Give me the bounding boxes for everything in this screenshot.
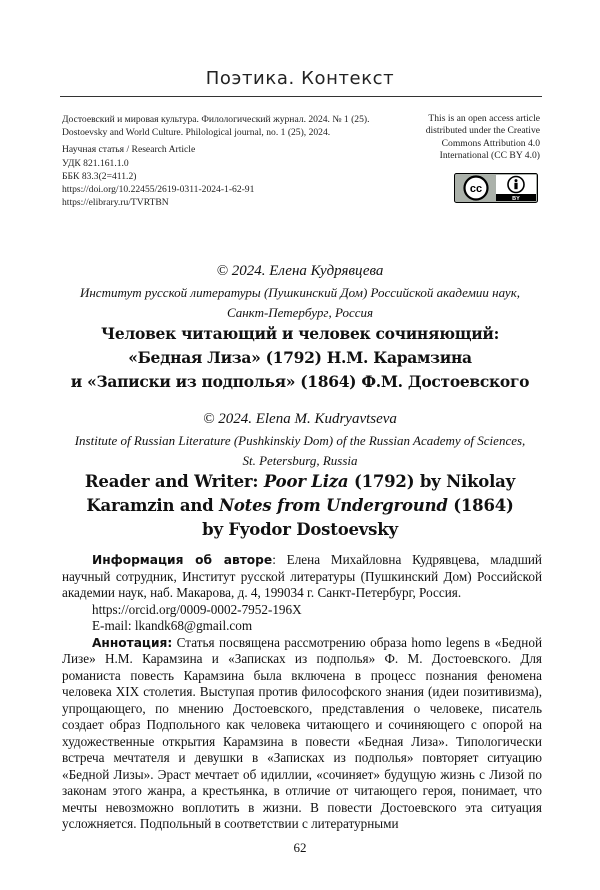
title-ru-line-3: и «Записки из подполья» (1864) Ф.М. Достоевского [70, 372, 530, 391]
page-number: 62 [293, 840, 307, 855]
title-ru-line-1: Человек читающий и человек сочиняющий: [100, 324, 500, 343]
title-en-line-3: by Fyodor Dostoevsky [202, 520, 398, 539]
article-title-en [0, 470, 600, 542]
author-email[interactable]: E-mail: lkandk68@gmail.com [92, 618, 253, 633]
license-notice [360, 113, 540, 163]
affiliation-ru [0, 283, 600, 323]
udk-code: УДК 821.161.1.0 [62, 157, 129, 169]
license-line-3: Commons Attribution 4.0 [441, 137, 540, 149]
affiliation-en-line-1: Institute of Russian Literature (Pushkinskiy Dom) of the Russian Academy of Sciences, [74, 433, 526, 448]
article-type: Научная статья / Research Article [62, 144, 196, 156]
title-en-line-2: Karamzin and Notes from Underground (1864) [86, 496, 514, 515]
doi-link[interactable]: https://doi.org/10.22455/2619-0311-2024-1-62-91 [62, 184, 255, 196]
title-ru-line-2: «Бедная Лиза» (1792) Н.М. Карамзина [128, 348, 472, 367]
abstract-paragraph [62, 635, 542, 833]
article-title-ru [0, 322, 600, 394]
author-en: © 2024. Elena M. Kudryavtseva [203, 411, 397, 427]
affiliation-en [0, 431, 600, 471]
cc-icon: cc [469, 183, 483, 196]
author-info-label: Информация об авторе [92, 553, 273, 567]
abstract-text: Статья посвящена рассмотрению образа homo legens в «Бедной Лизе» Н.М. Карамзина и «Записках из подполья» Ф. М. Достоевского. Для романиста повесть Карамзина была включена в процесс познания феномена человека XIX столетия. Выступая против философского знания (идеи позитивизма), упрощающего, по мнению Достоевского, представления о человеке, писатель создает образ Подпольного как человека читающего и сочиняющего с опорой на художественные открытия Карамзина в повести «Бедная Лиза». Типологически встреча мечтателя и девушки в «Записках из подполья» повторяет ситуацию «Бедной Лизы». Эраст мечтает об идиллии, «сочиняет» будущую жизнь с Лизой по законам этого жанра, а крестьянка, в отличие от читающего героя, понимает, что мечты невозможно воплотить в жизни. В повести Достоевского эта ситуация усложняется. Подпольный в соответствии с литературными [62, 634, 542, 831]
title-en-line-1: Reader and Writer: Poor Liza (1792) by Nikolay [84, 472, 516, 491]
author-info-text: : Елена Михайловна Кудрявцева, младший научный сотрудник, Институт русской литературы (Пушкинский Дом) Российской академии наук, наб. Макарова, д. 4, 199034 г. Санкт-Петербург, Россия. [62, 552, 542, 600]
bbk-code: ББК 83.3(2=411.2) [62, 170, 137, 182]
affiliation-ru-line-2: Санкт-Петербург, Россия [226, 305, 374, 320]
section-title: Поэтика. Контекст [205, 68, 395, 89]
journal-citation-en: Dostoevsky and World Culture. Philological journal, no. 1 (25), 2024. [62, 127, 331, 139]
orcid-link[interactable]: https://orcid.org/0009-0002-7952-196X [92, 601, 302, 617]
abstract-label: Аннотация: [92, 635, 173, 650]
author-info-paragraph [62, 552, 542, 602]
elibrary-link[interactable]: https://elibrary.ru/TVRTBN [62, 197, 169, 209]
header-divider [60, 96, 542, 97]
article-body [62, 552, 542, 833]
author-ru: © 2024. Елена Кудрявцева [216, 263, 384, 279]
cc-by-license-badge[interactable] [454, 173, 538, 203]
affiliation-ru-line-1: Институт русской литературы (Пушкинский Дом) Российской академии наук, [79, 285, 521, 300]
license-line-4: International (CC BY 4.0) [439, 150, 540, 162]
affiliation-en-line-2: St. Petersburg, Russia [242, 453, 358, 468]
journal-citation-ru: Достоевский и мировая культура. Филологический журнал. 2024. № 1 (25). [62, 114, 370, 125]
license-line-2: distributed under the Creative [425, 125, 540, 137]
license-line-1: This is an open access article [428, 113, 540, 124]
by-label: BY [512, 196, 520, 202]
